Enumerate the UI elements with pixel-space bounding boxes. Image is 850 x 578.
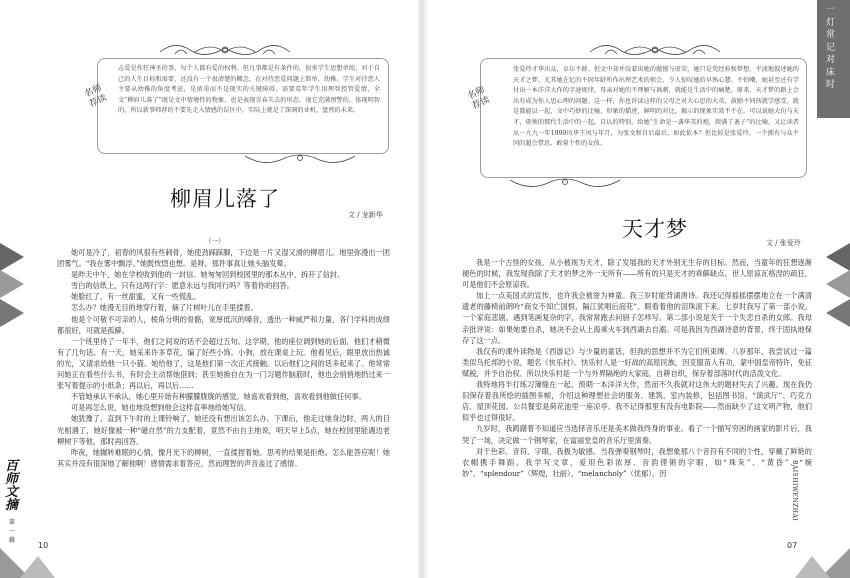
paragraph: 我特地将半打练习簿缝在一起，预期一本洋洋大作，然而不久我就对这伟大的题材失去了兴趣。现在我仍旧保存着我所绘的插图多帧，介绍这种理想社会的服务、建筑、室内装修，包括图书馆、“演武厅”、巧克力店、屋顶花园。公共餐室是荷花池里一座凉亭。我不记得那里有没有电影院——然而缺少了这文明产物，他们似乎也过得很好。 [462,380,812,423]
article-title: 天才梦 [622,217,688,241]
paragraph: 我是一个古怪的女孩，从小被视为天才，除了发展我的天才外别无生存的目标。然而，当童年的狂想逐渐褪色的时候，我发现我除了天才的梦之外一无所有——所有的只是天才的乖僻缺点。世人原谅瓦格涅的疏狂，可是他们不会原谅我。 [462,258,812,290]
recommendation-text: 志爱是作狂神圣的事，每个人都有爱的权利。但凡事都是有条件的，很多学生思想单纯，对于自己的人生目标和需要，还没有一个很清楚的概念，在对待恋爱问题上简单、幼稚。学生对待恋人主要从幼稚的角度考虑，是浓重而不是现实的关键障碍，需要看年学生用理智控管爱情，全文“柳眉儿落了”既是文中情境性的物象，也是表现青春失去的形态，视它充满预警的，体现明智的，所以新事师荐的不要先走入情感的误区中，实际上就是了深刻的业机，盘然的未来。 [118,65,380,115]
article-title: 柳眉儿落了 [170,187,280,211]
paragraph: 可是再怎么说，她也地没想到他会这样直率地给她写信。 [71,403,251,413]
recommendation-badge [466,85,493,128]
article-body [462,257,812,543]
decorative-triangle [826,299,850,327]
decorative-triangle [826,243,850,271]
logo-text: 百师文摘 [5,459,19,513]
decorative-triangles [0,536,60,578]
column-title-text: 一灯常记对床时 [826,5,836,90]
floral-ornament [240,150,360,170]
paragraph: 一个班里待了一年半，他们之间说的话不会超过五句。这学期，他的座位调到她的后面，他们才稍微有了几句话。有一天，她采来许多草花，编了好些小饰。小狗，放在课桌上玩。他看见后，眼里放出热诚的光，又请求给他一只小猫。她给他了，这是他们第一次正式接触。以后他们之间的话多起来了。他常常问她正在看些什么书，有时会主动帮她借到；甚至她换自在为一门习题作脑筋时，他也会悄悄地扔过来一张写着提示的小纸条；再以后，再以后…… [57,336,390,391]
article-author: 文 / 张爱玲 [766,239,801,247]
spine-text: BAISHIWENZHAI [791,460,798,522]
decorative-triangle [0,243,24,271]
section-number: （一） [205,237,225,245]
paragraph: 九岁时，我踌躇着不知道应当选择音乐还是美术做我终身的事业。看了一个描写穷困的画家的影片后，我哭了一场，决定做一个钢琴家，在富丽堂皇的音乐厅里演奏。 [462,424,812,445]
paragraph: 怎么办？她漫无目的地穿行着，摘了片树叶儿在手里揉着。 [71,303,258,313]
paragraph: 她可是冷了，初春的风很有些刺骨，她使劲踩踩脚，下边是一片又湿又滑的柳眉儿。地里弥漫出一团团雾气。“我在雾中飘浮。”她既恍惚也想。是呀，那件事真让她头脑发晕。 [57,248,390,269]
floral-ornament [505,174,625,194]
recommendation-text: 张爱玲才华出众，卓尔不群。但文中却并没着出她的傲慢与虚荣，她只是凭经验和梦想，平淡地叙述她的天才之梦。尤其她在忆的不同年龄所作出理艺术的领会，令人惊叹她的早熟心慧。不怕嘲，她甚至还有学付出一本洋洋大作的字速规律，母亲对她的不理解与讽刺，就能是生活中的痛楚，原来，天才梦的路上会出有成为你人思心理的问题。这一样，你也许读这样的父母之对大心思的大英，鼓励不同孩就学感受，就是都能以一起，文中巧妙的比喻、形象的描述，鲜明的对比，揭示的现象实效不不在。可以说她大份与天才，毋须的那代生活中的一起，自认的特别，给她“生命是一袭华美的袍，爬满了蚤子”的比喻，又让读者从一九九一年1999风华王凤与年月，为张文和自后最后，如此依本？但比较是张爱玲，一个拥有与众不同的超会惜思，敢量个性的女孩。 [513,66,799,148]
left-page [0,0,420,578]
page-number: 10 [38,541,49,550]
article-body [57,247,390,537]
magazine-logo [5,460,27,512]
badge-label: 名师荐读 [466,85,492,112]
badge-label: 名师荐读 [83,83,109,110]
paragraph: 我仅有的课外读物是《西游记》与少量的童话，但我的思想并不为它们所束缚。八岁那年，我尝试过一篇类似乌托邦的小说，题名《快乐村》。快乐村人是一好战的高原民族，因克服苗人有功，蒙中国皇帝特许，免征赋税，并予自治权。所以快乐村是一个与外界隔绝的大家庭，自耕自织，保存着部落时代的活泼文化。 [462,346,812,378]
paragraph: 昨夜，她辗转难眠的心情，像月光下的柳树，一直揉捏着她。思考的结果是拒绝。怎么能答应呢！她其实并没有很深地了解他啊！感情需求着答应，然而理智的声音盖过了感情。 [57,447,390,468]
paragraph: 雪白的信纸上，只有这两行字：愿意永远与我同行吗？等着你的回答。 [71,281,294,291]
paragraph: 对于色彩、音符、字眼，我极为敏感。当我弹奏钢琴时，我想象那八个音符有不同的个性，穿戴了鲜艳的衣帽携手舞蹈。我学写文章，爱用色彩浓厚、音韵铿锵的字眼，如“珠灰”、“黄昏”、“婉妙”、“splendour”（辉煌，壮丽）、“melancholy”（忧郁），因 [462,446,812,478]
decorative-triangle [0,299,24,327]
paragraph: 他是个可敬不可亲的人，棱角分明的骨骼，宽厚低沉的嗓音，透出一种威严和力量，各门学科的成绩都很好，可就是孤僻。 [57,314,390,335]
right-page [425,0,850,578]
decorative-triangle [0,270,24,298]
paragraph: 不管她承认不承认，她心里开始有种朦朦胧胧的感觉。她喜欢看到他，喜欢看到他做任何事。 [71,392,366,402]
decorative-triangles [790,536,850,578]
issue-label: 第一辑 [9,519,16,544]
page-number: 07 [787,541,798,550]
paragraph: 加上一点美国式的宣传，也许我会被誉为神童。我三岁时能背诵唐诗。我还记得摇摇摆摆地立在一个满清遗老的藤椅前朗吟“商女不知亡国恨，隔江犹唱后庭花”，眼看着他的泪珠滚下来。七岁时我写了第一部小说，一个家庭悲剧。遇到笔画复杂的字，我常常跑去问厨子怎样写。第二部小说是关于一个失恋自杀的女郎。我母亲批评说：如果她要自杀，她决不会从上海乘火车到西湖去自溺。可是我因为西湖诗意的背景，终于固执地保存了这一点。 [462,291,812,345]
paragraph: 她脸红了，有一丝甜蜜，又有一些慌乱。 [71,292,201,302]
article-author: 文 / 龙新华 [348,211,383,219]
paragraph: 是昨天中午，她在学校收到他的一封信。她匆匆回到校园里的那本丛中，拆开了信封。 [71,270,345,280]
paragraph: 她犹豫了，直到下午时的上课铃响了，她还没有想出该怎么办。下课后，他走过她身边时，两人的目光相遇了，她好像被一种“磁自然”的力支配着，竟然不由自主地说，明天早上5点，她在校园里能遇边老柳树下等他，那时再回答。 [57,414,390,446]
recommendation-badge [83,83,110,126]
decorative-triangle [826,270,850,298]
